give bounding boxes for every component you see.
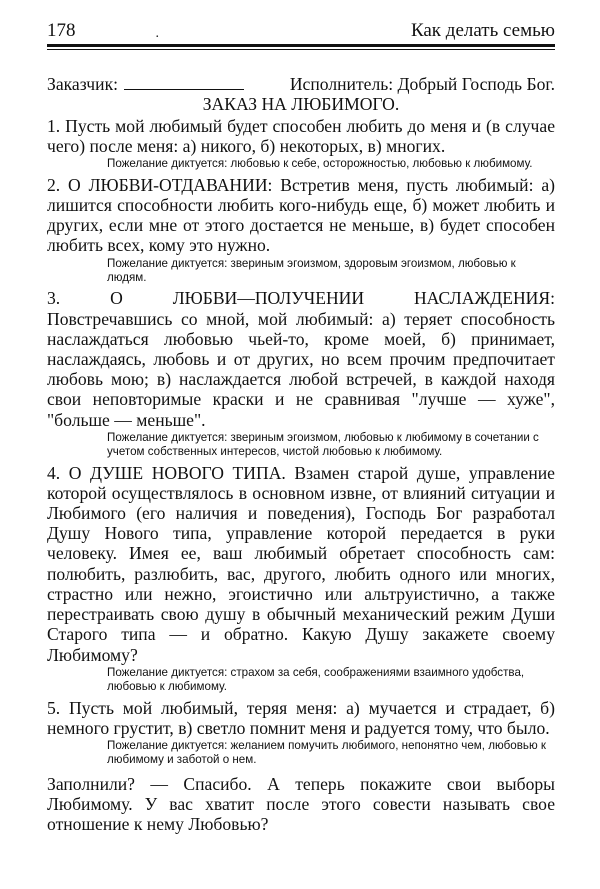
order-item-heading: 3. О ЛЮБВИ—ПОЛУЧЕНИИ НАСЛАЖДЕНИЯ: [47, 288, 555, 309]
header-rule-thick [47, 44, 555, 47]
page-header [47, 14, 555, 42]
executor-text: Исполнитель: Добрый Господь Бог. [289, 74, 555, 94]
running-title: Как делать семью [410, 20, 555, 41]
order-item-5 [47, 698, 555, 768]
page-number: 178 [47, 20, 76, 41]
order-item-2 [47, 175, 555, 286]
order-item-note: Пожелание диктуется: страхом за себя, соображениями взаимного удобства, любовью к любимому. [107, 665, 525, 694]
order-item-3 [47, 288, 555, 459]
customer-blank-line [124, 75, 244, 90]
order-item-4 [47, 463, 555, 695]
order-item-note: Пожелание диктуется: звериным эгоизмом, любовью к любимому в сочетании с учетом собственных интересов, чистой любовью к любимому. [107, 430, 539, 459]
order-item-note: Пожелание диктуется: звериным эгоизмом, здоровым эгоизмом, любовью к людям. [107, 256, 516, 285]
customer-label: Заказчик: [47, 74, 119, 94]
book-page [47, 14, 555, 834]
order-item-text: 4. О ДУШЕ НОВОГО ТИПА. Взамен старой душе, управление которой осуществлялось в основном извне, от влияний ситуации и Любимого (его наличия и поведения), Господь Бог разработал Душу Нового типа, управление которой передается в руки человеку. Имея ее, ваш любимый обретает способность сам: полюбить, разлюбить, вас, другого, любить одного или многих, страстно или нежно, эгоистично или альтруистично, а также перестраивать свою душу в обычный механический режим Души Старого типа — и обратно. Какую Душу закажете своему Любимому? [47, 462, 555, 665]
header-dot: . [155, 26, 159, 41]
order-title: ЗАКАЗ НА ЛЮБИМОГО. [202, 94, 400, 114]
order-item-text: 5. Пусть мой любимый, теряя меня: а) мучается и страдает, б) немного грустит, в) светло помнит меня и радуется тому, что было. [47, 697, 555, 738]
order-item-text: Повстречавшись со мной, мой любимый: а) теряет способность наслаждаться любовью чьей-то, кроме моей, б) принимает, наслаждаясь, любовь и от других, но всем прочим предпочитает любовь мою; в) наслаждается любой встречей, в каждой находя свои неповторимые краски и не сравнивая "лучше — хуже", "больше — меньше". [47, 308, 555, 430]
order-item-note: Пожелание диктуется: любовью к себе, осторожностью, любовью к любимому. [107, 157, 533, 171]
order-form-intro [47, 74, 555, 94]
order-item-1 [47, 116, 555, 172]
order-item-text: 2. О ЛЮБВИ-ОТДАВАНИИ: Встретив меня, пусть любимый: а) лишится способности любить кого-нибудь еще, б) может любить и других, если мне от этого достается не меньше, в) будет способен любить всех, кому это нужно. [47, 174, 555, 256]
customer-field [47, 74, 244, 94]
header-rule-thin [47, 49, 555, 50]
closing-paragraph: Заполнили? — Спасибо. А теперь покажите свои выборы Любимому. У вас хватит после этого совести называть свое отношение к нему Любовью? [47, 773, 555, 835]
order-item-note: Пожелание диктуется: желанием помучить любимого, непонятно чем, любовью к любимому и заботой о нем. [107, 738, 546, 767]
order-item-text: 1. Пусть мой любимый будет способен любить до меня и (в случае чего) после меня: а) никого, б) некоторых, в) многих. [47, 116, 555, 157]
